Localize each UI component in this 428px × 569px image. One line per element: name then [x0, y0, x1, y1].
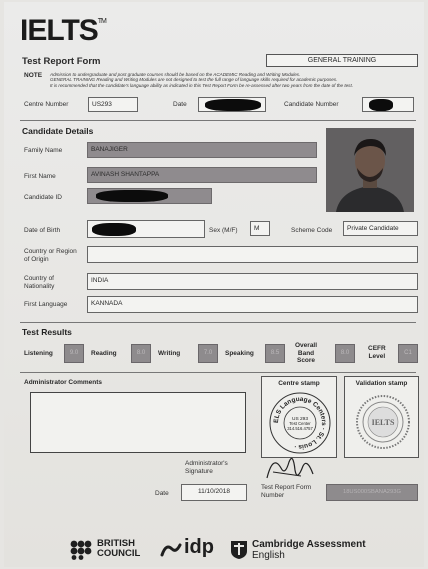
signature-label: Administrator's Signature: [185, 460, 228, 475]
first-name-label: First Name: [24, 173, 56, 180]
test-date-field: [198, 97, 266, 112]
divider: [20, 372, 416, 373]
svg-text:Test Center: Test Center: [289, 421, 311, 426]
first-language-field: KANNADA: [87, 296, 418, 313]
svg-text:US 293: US 293: [292, 417, 308, 422]
svg-text:ELS Language Centers · St. Lou: ELS Language Centers · St. Louis ·: [272, 395, 328, 451]
dob-field: [87, 220, 205, 238]
note-text: Admission to undergraduate and post graduate courses should be based on the ACADEMIC Reading and Writing Modules. GENERAL TRAINING Reading and Writing Modules are not designed to test the full range of language skills required for academic purposes. It is recommended that the candidate's language ability as indicated in this Test Report Form be re-assessed after two years from the date of the test.: [50, 72, 354, 88]
test-results-title: Test Results: [22, 327, 72, 337]
trf-number-field: 18US000SBANA293G: [326, 484, 418, 501]
reading-score: 8.0: [131, 344, 151, 363]
test-report-form: IELTS™ Test Report Form GENERAL TRAINING NOTE Admission to undergraduate and post graduate courses should be based on the ACADEMIC Reading and Writing Modules. GENERAL TRAINING Reading and Writing Modules are not designed to test the full range of language skills required for academic purposes. It is recommended that the candidate's language ability as indicated in this Test Report Form be re-assessed after two years from the date of the test. Centre Number US293 Date Candidate Number Candidate Details Family Name BANAJIGER First Name AVINASH SHANTAPPA Candidate ID Date of Birth Sex (M/F) M Scheme Code Private Candidate Country or Region of Origin Country of Nationality INDIA First Language KANNADA Test Results Listening 9.0 Reading 8.0 Writing 7.0 Speaking 8.5 Overall Band Score 8.0 CEFR Level C1 Administrator Comments Centre stamp ELS Language Centers · St. Louis · US 293 Test Center 314.516.4757 Validation stamp IELTS Administrator's Signature Date 11/10/2018 Test Report Form Number 18US000SBANA293G BRITISH COUNCIL idp Cambridge Assessment English: [4, 2, 424, 567]
divider: [20, 322, 416, 323]
candidate-photo-image: [326, 128, 414, 212]
cambridge-shield-icon: [230, 540, 248, 560]
candidate-id-label: Candidate ID: [24, 194, 62, 201]
trf-number-label: Test Report Form Number: [261, 484, 312, 499]
candidate-id-field: [87, 188, 212, 204]
candidate-number-field: [362, 97, 414, 112]
redaction-mark: [369, 99, 393, 111]
nationality-field: INDIA: [87, 273, 418, 290]
svg-text:IELTS: IELTS: [371, 418, 395, 427]
sex-label: Sex (M/F): [209, 227, 238, 234]
cefr-level-label: CEFR Level: [368, 345, 386, 360]
candidate-number-label: Candidate Number: [284, 101, 339, 108]
nationality-label: Country of Nationality: [24, 275, 55, 290]
listening-score: 9.0: [64, 344, 84, 363]
note-label: NOTE: [24, 72, 43, 79]
admin-comments-label: Administrator Comments: [24, 379, 103, 386]
validation-stamp-label: Validation stamp: [355, 380, 408, 387]
admin-comments-box: [30, 392, 246, 453]
svg-text:314.516.4757: 314.516.4757: [287, 426, 313, 431]
overall-band-score: 8.0: [335, 344, 355, 363]
admin-date-field: 11/10/2018: [181, 484, 247, 501]
scheme-code-field: Private Candidate: [343, 221, 418, 236]
divider: [20, 120, 416, 121]
speaking-score: 8.5: [265, 344, 285, 363]
cefr-level-score: C1: [398, 344, 418, 363]
origin-field: [87, 246, 418, 263]
writing-score: 7.0: [198, 344, 218, 363]
scheme-code-label: Scheme Code: [291, 227, 333, 234]
speaking-label: Speaking: [225, 350, 254, 357]
date-label: Date: [173, 101, 187, 108]
redaction-mark: [96, 190, 168, 202]
administrator-signature: [259, 448, 319, 488]
centre-stamp-box: [261, 376, 337, 458]
centre-stamp: [268, 391, 332, 455]
ielts-logo: IELTS™: [20, 14, 106, 47]
family-name-label: Family Name: [24, 147, 63, 154]
candidate-photo: [326, 128, 414, 212]
listening-label: Listening: [24, 350, 53, 357]
overall-band-label: Overall Band Score: [295, 342, 318, 364]
british-council-dots-icon: [70, 540, 92, 560]
form-title: Test Report Form: [22, 56, 101, 67]
validation-stamp-box: [344, 376, 419, 458]
validation-seal: [353, 392, 413, 452]
sex-field: M: [250, 221, 270, 236]
reading-label: Reading: [91, 350, 117, 357]
first-name-field: AVINASH SHANTAPPA: [87, 167, 317, 183]
first-language-label: First Language: [24, 301, 68, 308]
redaction-mark: [92, 223, 136, 236]
module-box: GENERAL TRAINING: [266, 54, 418, 67]
centre-number-field: US293: [88, 97, 138, 112]
idp-swirl-icon: [160, 541, 182, 559]
centre-stamp-label: Centre stamp: [278, 380, 320, 387]
family-name-field: BANAJIGER: [87, 142, 317, 158]
dob-label: Date of Birth: [24, 227, 61, 234]
centre-number-label: Centre Number: [24, 101, 69, 108]
admin-date-label: Date: [155, 490, 169, 497]
origin-label: Country or Region of Origin: [24, 248, 77, 263]
writing-label: Writing: [158, 350, 181, 357]
candidate-details-title: Candidate Details: [22, 126, 94, 136]
redaction-mark: [205, 99, 261, 111]
